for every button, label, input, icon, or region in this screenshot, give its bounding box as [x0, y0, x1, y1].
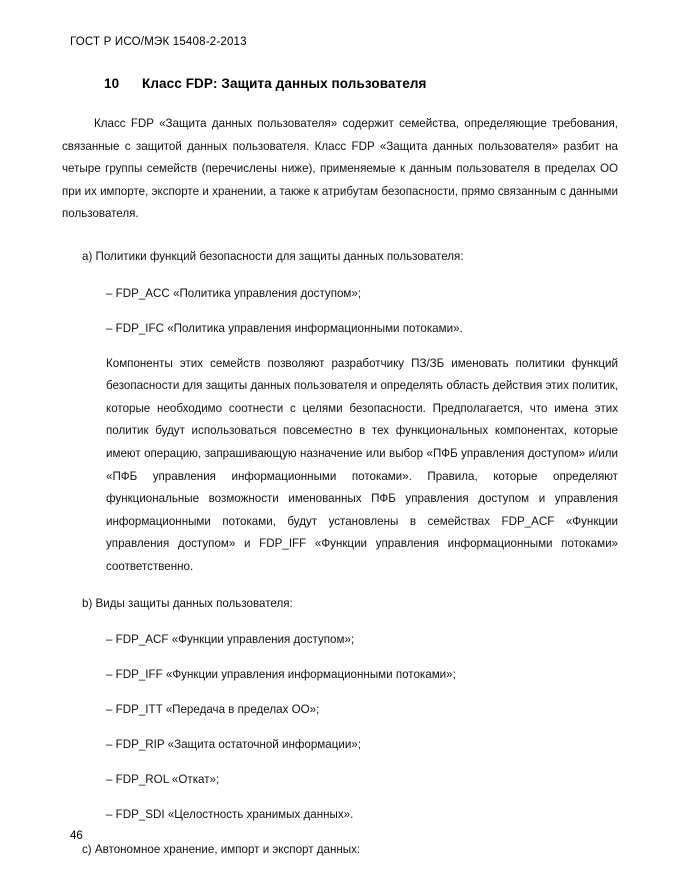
page-number: 46 [70, 830, 83, 842]
list-item-b-dash-4: – FDP_RIP «Защита остаточной информации»; [106, 738, 361, 752]
list-item-a-dash-2: – FDP_IFC «Политика управления информационными потоками». [106, 321, 463, 335]
list-item-b-dash-5: – FDP_ROL «Откат»; [106, 773, 220, 787]
list-item-a-dash-1: – FDP_ACC «Политика управления доступом»; [106, 286, 362, 300]
list-item-b-dash-1: – FDP_ACF «Функции управления доступом»; [106, 633, 355, 647]
list-item-c: c) Автономное хранение, импорт и экспорт данных: [82, 843, 361, 857]
paragraph-intro: Класс FDP «Защита данных пользователя» содержит семейства, определяющие требования, связанные с защитой данных пользователя. Класс FDP «Защита данных пользователя» разбит на четыре группы семейств (перечислены ниже), применяемые к данным пользователя в пределах ОО при их импорте, экспорте и хранении, а также к атрибутам безопасности, прямо связанным с данными пользователя. [62, 117, 618, 221]
list-item-b-dash-3: – FDP_ITT «Передача в пределах ОО»; [106, 703, 320, 717]
section-heading [62, 76, 618, 91]
list-item-b-dash-2: – FDP_IFF «Функции управления информационными потоками»; [106, 668, 456, 682]
list-item-a: a) Политики функций безопасности для защиты данных пользователя: [82, 249, 464, 263]
document-header: ГОСТ Р ИСО/МЭК 15408-2-2013 [70, 36, 247, 48]
section-title-text: Класс FDP: Защита данных пользователя [142, 76, 427, 91]
list-item-b: b) Виды защиты данных пользователя: [82, 596, 293, 610]
list-item-b-dash-6: – FDP_SDI «Целостность хранимых данных». [106, 808, 354, 822]
section-number: 10 [104, 76, 120, 91]
paragraph-a-block: Компоненты этих семейств позволяют разработчику ПЗ/ЗБ именовать политики функций безопасности для защиты данных пользователя и определять область действия этих политик, которые необходимо соотнести с целями безопасности. Предполагается, что имена этих политик будут использоваться повсеместно в тех функциональных компонентах, которые имеют операцию, запрашивающую назначение или выбор «ПФБ управления доступом» и/или «ПФБ управления информационными потоками». Правила, которые определяют функциональные возможности именованных ПФБ управления доступом и управления информационными потоками, будут установлены в семействах FDP_ACF «Функции управления доступом» и FDP_IFF «Функции управления информационными потоками» соответственно. [106, 356, 618, 573]
